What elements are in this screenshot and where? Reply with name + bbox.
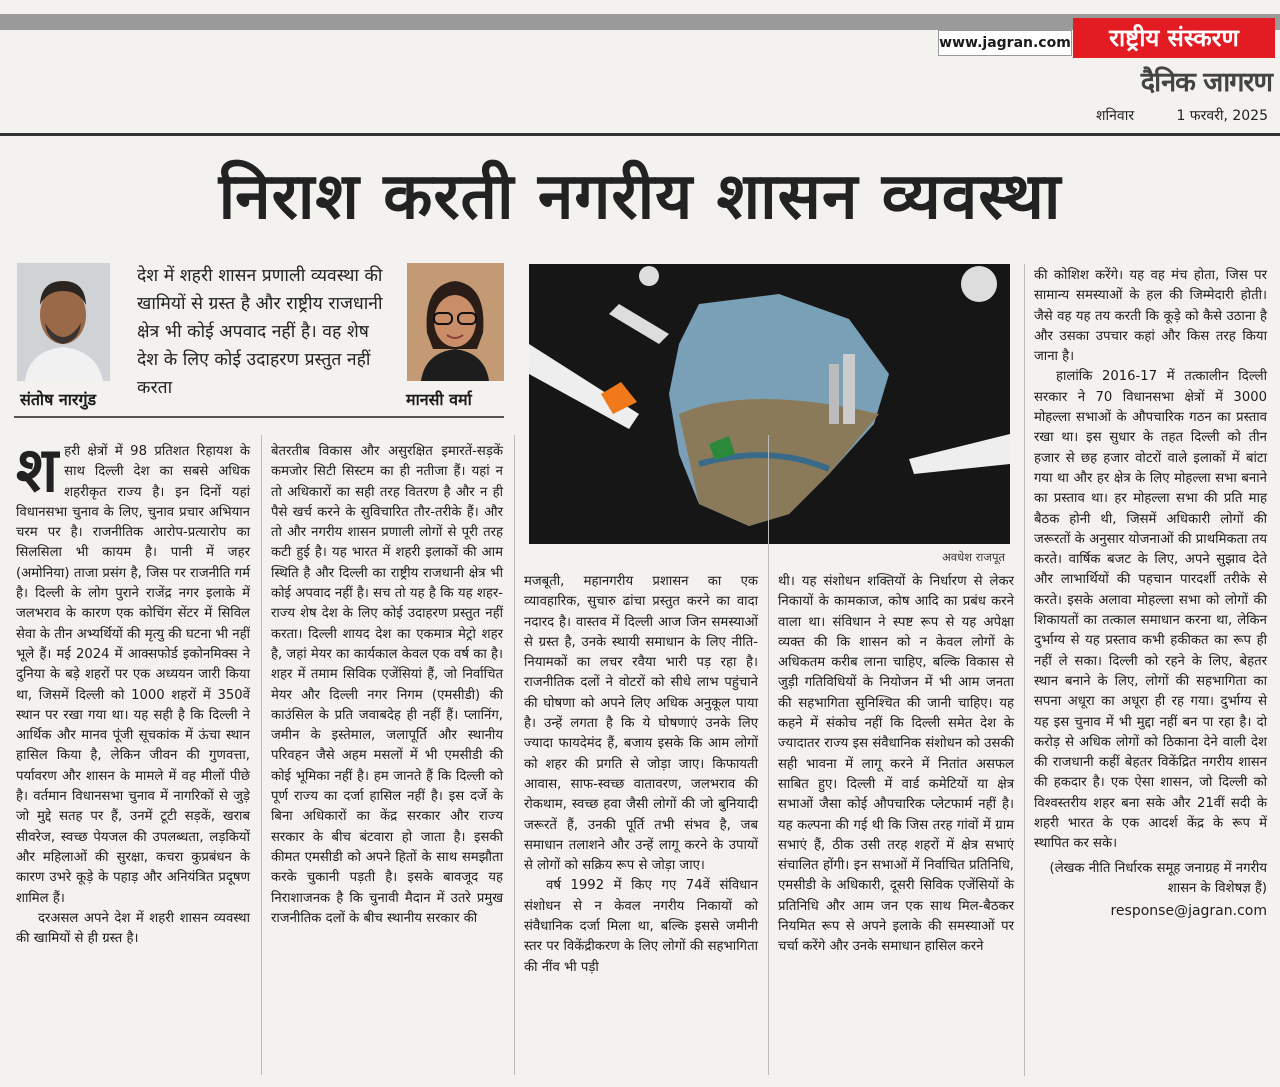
column-4-text: थी। यह संशोधन शक्तियों के निर्धारण से लेकर निकायों के कामकाज, कोष आदि का प्रबंध करने वाला था। संविधान ने स्पष्ट रूप से यह अपेक्षा व्यक्त की कि शासन को न केवल लोगों के अधिकतम करीब लाना चाहिए, बल्कि विकास से जुड़ी गतिविधियों के नियोजन में भी आम जनता की सहभागिता सुनिश्चित की जानी चाहिए। यह कहने में संकोच नहीं कि दिल्ली समेत देश के ज्यादातर राज्य इस संवैधानिक संशोधन को उसकी सही भावना में लागू करने में नितांत असफल साबित हुए। दिल्ली में वार्ड कमेटियों या क्षेत्र सभाओं जैसा कोई औपचारिक प्लेटफार्म नहीं है। यह कल्पना की गई थी कि जिस तरह गांवों में ग्राम सभाएं हैं, ठीक उसी तरह शहरों में क्षेत्र सभाएं संचालित होंगी। इन सभाओं में निर्वाचित प्रतिनिधि, एमसीडी के अधिकारी, दूसरी सिविक एजेंसियों के प्रतिनिधि और आम जन एक साथ मिल-बैठकर नियमित रूप से अपने इलाके की समस्याओं पर चर्चा करेंगे और उनके समाधान हासिल करने: [778, 574, 1014, 955]
response-email[interactable]: response@jagran.com: [1110, 903, 1267, 920]
column-2-text: बेतरतीब विकास और असुरक्षित इमारतें-सड़कें कमजोर सिटी सिस्टम का ही नतीजा हैं। यहां न तो अधिकारों का सही तरह वितरण है और न ही पैसे खर्च करने के सुविचारित तौर-तरीके हैं। और तो और नगरीय शासन प्रणाली लोगों से पूरी तरह कटी हुई है। यह भारत में शहरी इलाकों की आम स्थिति है और दिल्ली का राष्ट्रीय राजधानी क्षेत्र भी कोई अपवाद नहीं है। सच तो यह है कि यह शहर-राज्य शेष देश के लिए कोई उदाहरण प्रस्तुत नहीं करता। दिल्ली शायद देश का एकमात्र मेट्रो शहर है, जहां मेयर का कार्यकाल केवल एक वर्ष का है। शहर में तमाम सिविक एजेंसियां हैं, जो निर्वाचित मेयर और दिल्ली नगर निगम (एमसीडी) की काउंसिल के प्रति जवाबदेह ही नहीं हैं। प्लानिंग, जमीन के इस्तेमाल, जलापूर्ति और स्थानीय परिवहन जैसे अहम मसलों में भी एमसीडी की कोई भूमिका नहीं है। हम जानते हैं कि दिल्ली को पूर्ण राज्य का दर्जा हासिल नहीं है। इस दर्जे के बिना अधिकारों का केंद्र सरकार और राज्य सरकार के बीच बंटवारा हो जाता है। इसकी कीमत एमसीडी को अपने हितों के साथ समझौता करके चुकानी पड़ती है। इसके बावजूद यह निराशाजनक है कि चुनावी मैदान में उतरे प्रमुख राजनीतिक दलों के बीच स्थानीय सरकार की: [271, 444, 503, 926]
article-column-5: [1034, 266, 1267, 922]
column-divider: [261, 435, 262, 1075]
author-note: (लेखक नीति निर्धारक समूह जनाग्रह में नगरीय शासन के विशेषज्ञ हैं): [1049, 860, 1267, 896]
column-divider: [514, 435, 515, 1075]
column-1-paragraph-2: दरअसल अपने देश में शहरी शासन व्यवस्था की खामियों से ही ग्रस्त है।: [16, 910, 250, 947]
day-label: शनिवार: [1096, 108, 1135, 124]
edition-badge: राष्ट्रीय संस्करण: [1073, 18, 1275, 58]
author-name-1: संतोष नारगुंड: [20, 390, 97, 409]
column-3-text: मजबूती, महानगरीय प्रशासन का एक व्यावहारिक, सुचारु ढांचा प्रस्तुत करने का वादा नदारद है। वास्तव में दिल्ली आज जिन समस्याओं से ग्रस्त है, उनके स्थायी समाधान के लिए नीति-नियामकों का लचर रवैया भारी पड़ रहा है। राजनीतिक दलों ने वोटरों को सीधे लाभ पहुंचाने की घोषणा को अपने लिए अधिक अनुकूल पाया है। उन्हें लगता है कि ये घोषणाएं उनके लिए ज्यादा फायदेमंद हैं, बजाय इसके कि आम लोगों को शहर की प्रगति से जोड़ा जाए। किफायती आवास, साफ-स्वच्छ वातावरण, जलभराव की रोकथाम, स्वच्छ हवा जैसी लोगों की जो बुनियादी जरूरतें हैं, उनकी पूर्ति तभी संभव है, जब समाधान तलाशने और उन्हें लागू करने के उपायों से लोगों को सक्रिय रूप से जोड़ा जाए।: [524, 574, 758, 874]
column-5-paragraph-2: हालांकि 2016-17 में तत्कालीन दिल्ली सरकार ने 70 विधानसभा क्षेत्रों में 3000 मोहल्ला सभाओं के औपचारिक गठन का प्रस्ताव रखा था। इस सुधार के तहत दिल्ली को तीन हजार से छह हजार वोटरों वाले इलाकों में बांटा गया था और हर क्षेत्र के लिए मोहल्ला सभा बनाने का प्रस्ताव था। हर मोहल्ला सभा की प्रति माह बैठक होनी थी, जिसमें अधिकारी लोगों की जरूरतों के अनुसार योजनाओं की प्राथमिकता तय करते। वार्षिक बजट के लिए, अपने सुझाव देते और लाभार्थियों की पहचान पारदर्शी तरीके से करते। इसके अलावा मोहल्ला सभा को लोगों की शिकायतों का तत्काल समाधान करना था, लेकिन दुर्भाग्य से यह प्रस्ताव कभी हकीकत का रूप ही नहीं ले सका। दिल्ली को रहने के लिए, बेहतर स्थान बनाने के लिए, लोगों की सहभागिता का सपना अधूरा का अधूरा ही रह गया। दुर्भाग्य से यह इस चुनाव में भी मुद्दा नहीं बन पा रहा है। दो करोड़ से अधिक लोगों को ठिकाना देने वाली देश की राजधानी कहीं बेहतर विकेंद्रित नगरीय शासन की हकदार है। एक ऐसा शासन, जो दिल्ली को विश्वस्तरीय शहर बना सके और 21वीं सदी के शहरी भारत के एक आदर्श केंद्र के रूप में स्थापित कर सके।: [1034, 369, 1267, 852]
website-url[interactable]: www.jagran.com: [938, 30, 1072, 56]
newspaper-logo: दैनिक जागरण: [1140, 67, 1272, 98]
article-column-4: [778, 572, 1014, 958]
column-1-text: हरी क्षेत्रों में 98 प्रतिशत रिहायश के साथ दिल्ली देश का सबसे अधिक शहरीकृत राज्य है। इन दिनों यहां विधानसभा चुनाव के लिए, चुनाव प्रचार अभियान चरम पर है। राजनीतिक आरोप-प्रत्यारोप का सिलसिला भी कायम है। पानी में जहर (अमोनिया) ताजा प्रसंग है, जिस पर राजनीति गर्म है। दिल्ली के लोग पुराने राजेंद्र नगर इलाके में जलभराव के कारण एक कोचिंग सेंटर में सिविल सेवा के तीन अभ्यर्थियों की मृत्यु की घटना भी नहीं भूले हैं। मई 2024 में आक्सफोर्ड इकोनमिक्स ने दुनिया के बड़े शहरों पर एक अध्ययन जारी किया था, जिसमें दिल्ली को 1000 शहरों में 350वें स्थान पर रखा गया था। यह सही है कि दिल्ली ने आर्थिक और मानव पूंजी सूचकांक में ऊंचा स्थान हासिल किया है, लेकिन जीवन की गुणवत्ता, पर्यावरण और शासन के मामले में वह मीलों पीछे है। वर्तमान विधानसभा चुनाव में नागरिकों से जुड़े जो मुद्दे सतह पर हैं, उनमें टूटी सड़कें, खराब सीवरेज, स्वच्छ पेयजल की उपलब्धता, लड़कियों और महिलाओं की सुरक्षा, कचरा कुप्रबंधन के कारण उभरे कूड़े के पहाड़ और अनियंत्रित प्रदूषण शामिल हैं।: [16, 444, 250, 906]
article-summary: देश में शहरी शासन प्रणाली व्यवस्था की खामियों से ग्रस्त है और राष्ट्रीय राजधानी क्षेत्र भी कोई अपवाद नहीं है। वह शेष देश के लिए कोई उदाहरण प्रस्तुत नहीं करता: [137, 266, 383, 398]
article-column-1: [16, 433, 250, 949]
column-3-paragraph-2: वर्ष 1992 में किए गए 74वें संविधान संशोधन से न केवल नगरीय निकायों को संवैधानिक दर्जा मिला था, बल्कि इससे जमीनी स्तर पर विकेंद्रीकरण के लिए लोगों की सहभागिता की नींव भी पड़ी: [524, 878, 758, 975]
headline: निराश करती नगरीय शासन व्यवस्था: [218, 160, 1062, 234]
author-photo-1: [17, 263, 110, 381]
column-divider: [768, 435, 769, 1075]
column-divider: [1024, 264, 1025, 1076]
image-credit: अवधेश राजपूत: [942, 550, 1006, 564]
article-column-2: [271, 442, 503, 929]
masthead-rule: [0, 133, 1280, 136]
article-column-3: [524, 572, 758, 978]
article-illustration: [529, 264, 1010, 544]
date-label: 1 फरवरी, 2025: [1176, 108, 1268, 124]
column-5-text: की कोशिश करेंगे। यह वह मंच होता, जिस पर सामान्य समस्याओं के हल की जिम्मेदारी होती। जैसे वह यह तय करती कि कूड़े को कैसे उठाना है और उसका उपचार कहां और किस तरह किया जाना है।: [1034, 268, 1267, 365]
dateline: [1096, 106, 1268, 125]
author-photo-2: [407, 263, 504, 381]
dropcap: श: [16, 433, 59, 506]
author-rule: [14, 416, 504, 418]
author-name-2: मानसी वर्मा: [406, 390, 472, 409]
